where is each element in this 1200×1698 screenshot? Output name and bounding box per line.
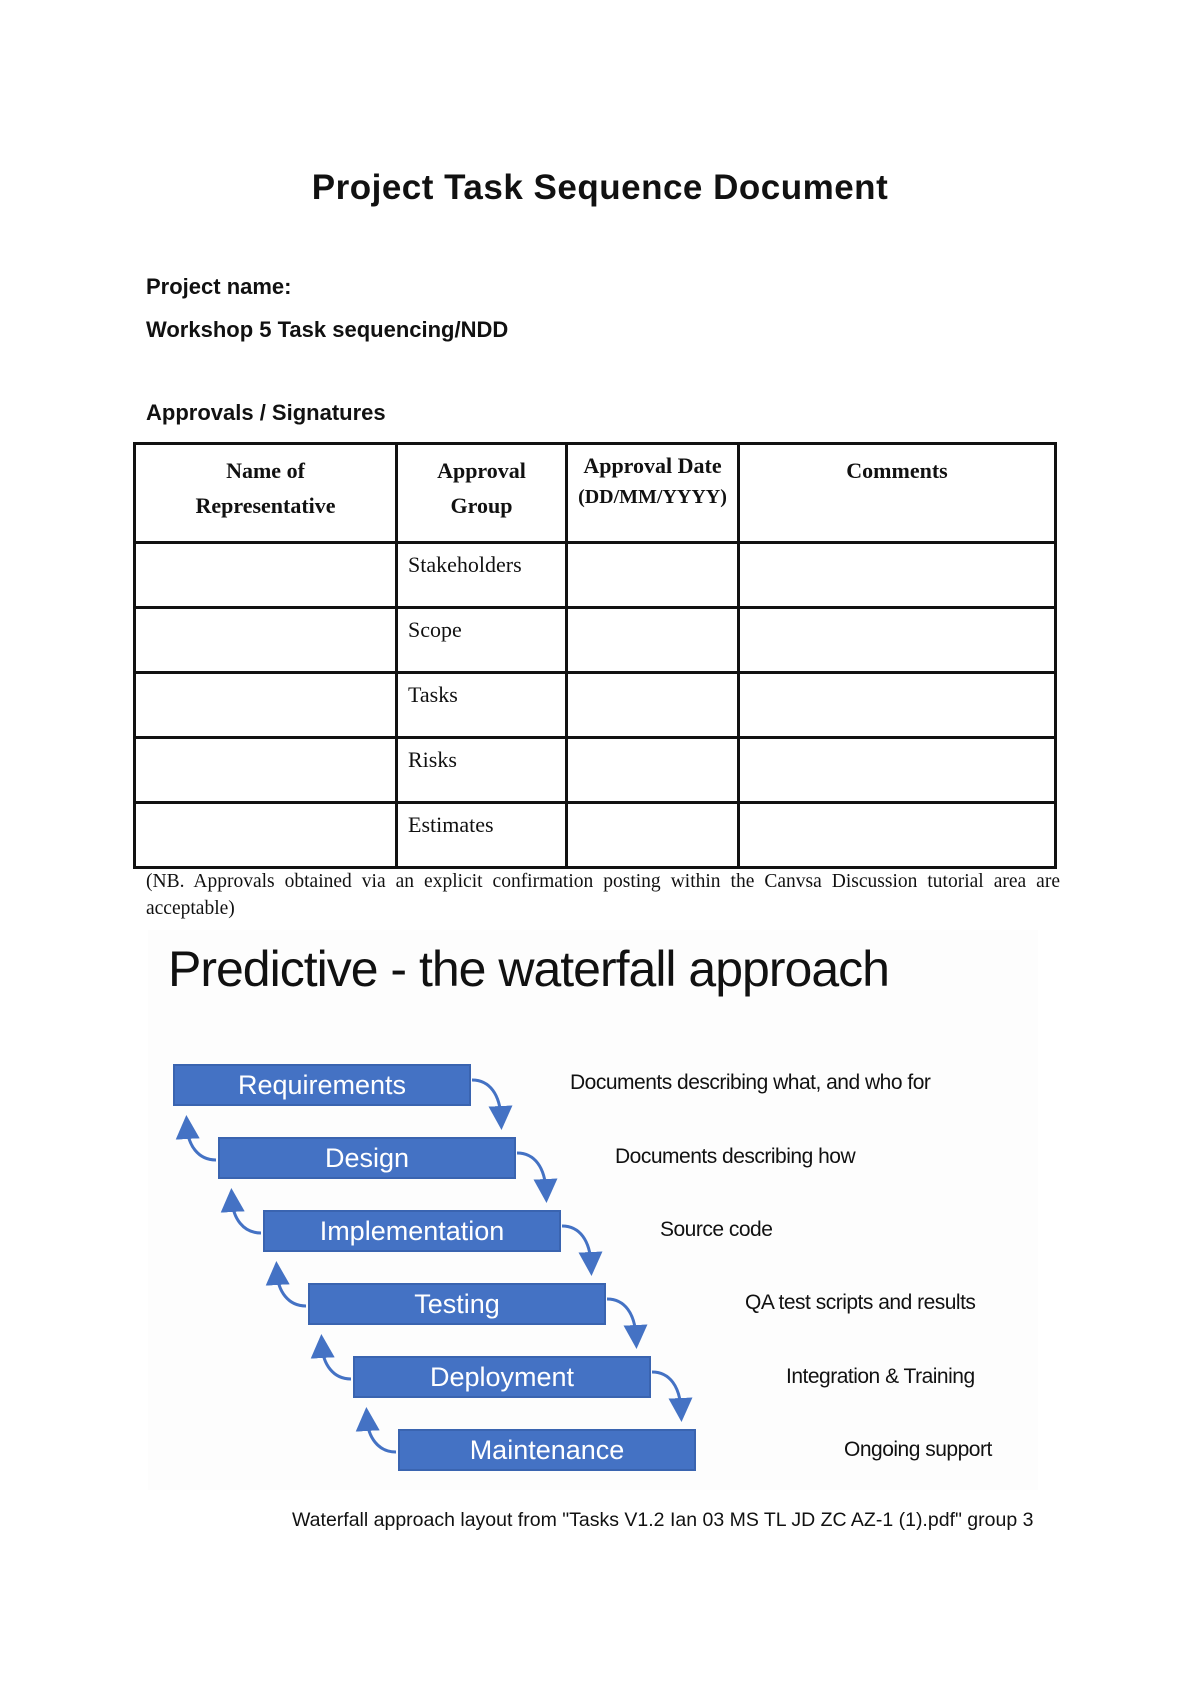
cell-comments[interactable] <box>739 738 1056 803</box>
cell-comments[interactable] <box>739 673 1056 738</box>
header-approval-group: Approval Group <box>397 444 567 543</box>
approvals-table <box>133 442 1057 869</box>
cell-approval-date[interactable] <box>567 608 739 673</box>
table-row <box>135 738 1056 803</box>
cell-representative[interactable] <box>135 673 397 738</box>
cell-approval-group: Estimates <box>397 803 567 868</box>
step-description-maintenance: Ongoing support <box>844 1438 992 1461</box>
step-implementation: Implementation <box>263 1210 561 1252</box>
cell-approval-group: Tasks <box>397 673 567 738</box>
project-name: Workshop 5 Task sequencing/NDD <box>146 317 509 342</box>
document-title: Project Task Sequence Document <box>311 168 889 207</box>
cell-representative[interactable] <box>135 543 397 608</box>
cell-approval-group: Stakeholders <box>397 543 567 608</box>
cell-representative[interactable] <box>135 738 397 803</box>
step-description-design: Documents describing how <box>615 1145 856 1168</box>
cell-comments[interactable] <box>739 608 1056 673</box>
cell-approval-date[interactable] <box>567 803 739 868</box>
cell-approval-group: Risks <box>397 738 567 803</box>
table-header-row <box>135 444 1056 543</box>
step-testing: Testing <box>308 1283 606 1325</box>
cell-comments[interactable] <box>739 803 1056 868</box>
approvals-heading: Approvals / Signatures <box>146 400 386 425</box>
table-row <box>135 543 1056 608</box>
step-requirements: Requirements <box>173 1064 471 1106</box>
table-row <box>135 803 1056 868</box>
cell-comments[interactable] <box>739 543 1056 608</box>
step-description-deployment: Integration & Training <box>786 1365 975 1388</box>
figure-caption: Waterfall approach layout from "Tasks V1.2 Ian 03 MS TL JD ZC AZ-1 (1).pdf" group 3 <box>292 1509 1034 1531</box>
cell-approval-group: Scope <box>397 608 567 673</box>
approvals-note: (NB. Approvals obtained via an explicit confirmation posting within the Canvsa Discussion tutorial area are acceptable) <box>146 871 1060 919</box>
step-deployment: Deployment <box>353 1356 651 1398</box>
step-description-testing: QA test scripts and results <box>745 1291 976 1314</box>
cell-approval-date[interactable] <box>567 738 739 803</box>
table-row <box>135 608 1056 673</box>
waterfall-title: Predictive - the waterfall approach <box>168 941 889 997</box>
header-comments: Comments <box>739 444 1056 543</box>
header-approval-date: Approval Date (DD/MM/YYYY) <box>567 444 739 543</box>
cell-representative[interactable] <box>135 608 397 673</box>
step-maintenance: Maintenance <box>398 1429 696 1471</box>
step-description-requirements: Documents describing what, and who for <box>570 1071 931 1094</box>
cell-approval-date[interactable] <box>567 543 739 608</box>
cell-representative[interactable] <box>135 803 397 868</box>
step-description-implementation: Source code <box>660 1218 773 1241</box>
cell-approval-date[interactable] <box>567 673 739 738</box>
table-row <box>135 673 1056 738</box>
project-name-label: Project name: <box>146 274 292 299</box>
step-design: Design <box>218 1137 516 1179</box>
header-name-of-representative: Name of Representative <box>135 444 397 543</box>
